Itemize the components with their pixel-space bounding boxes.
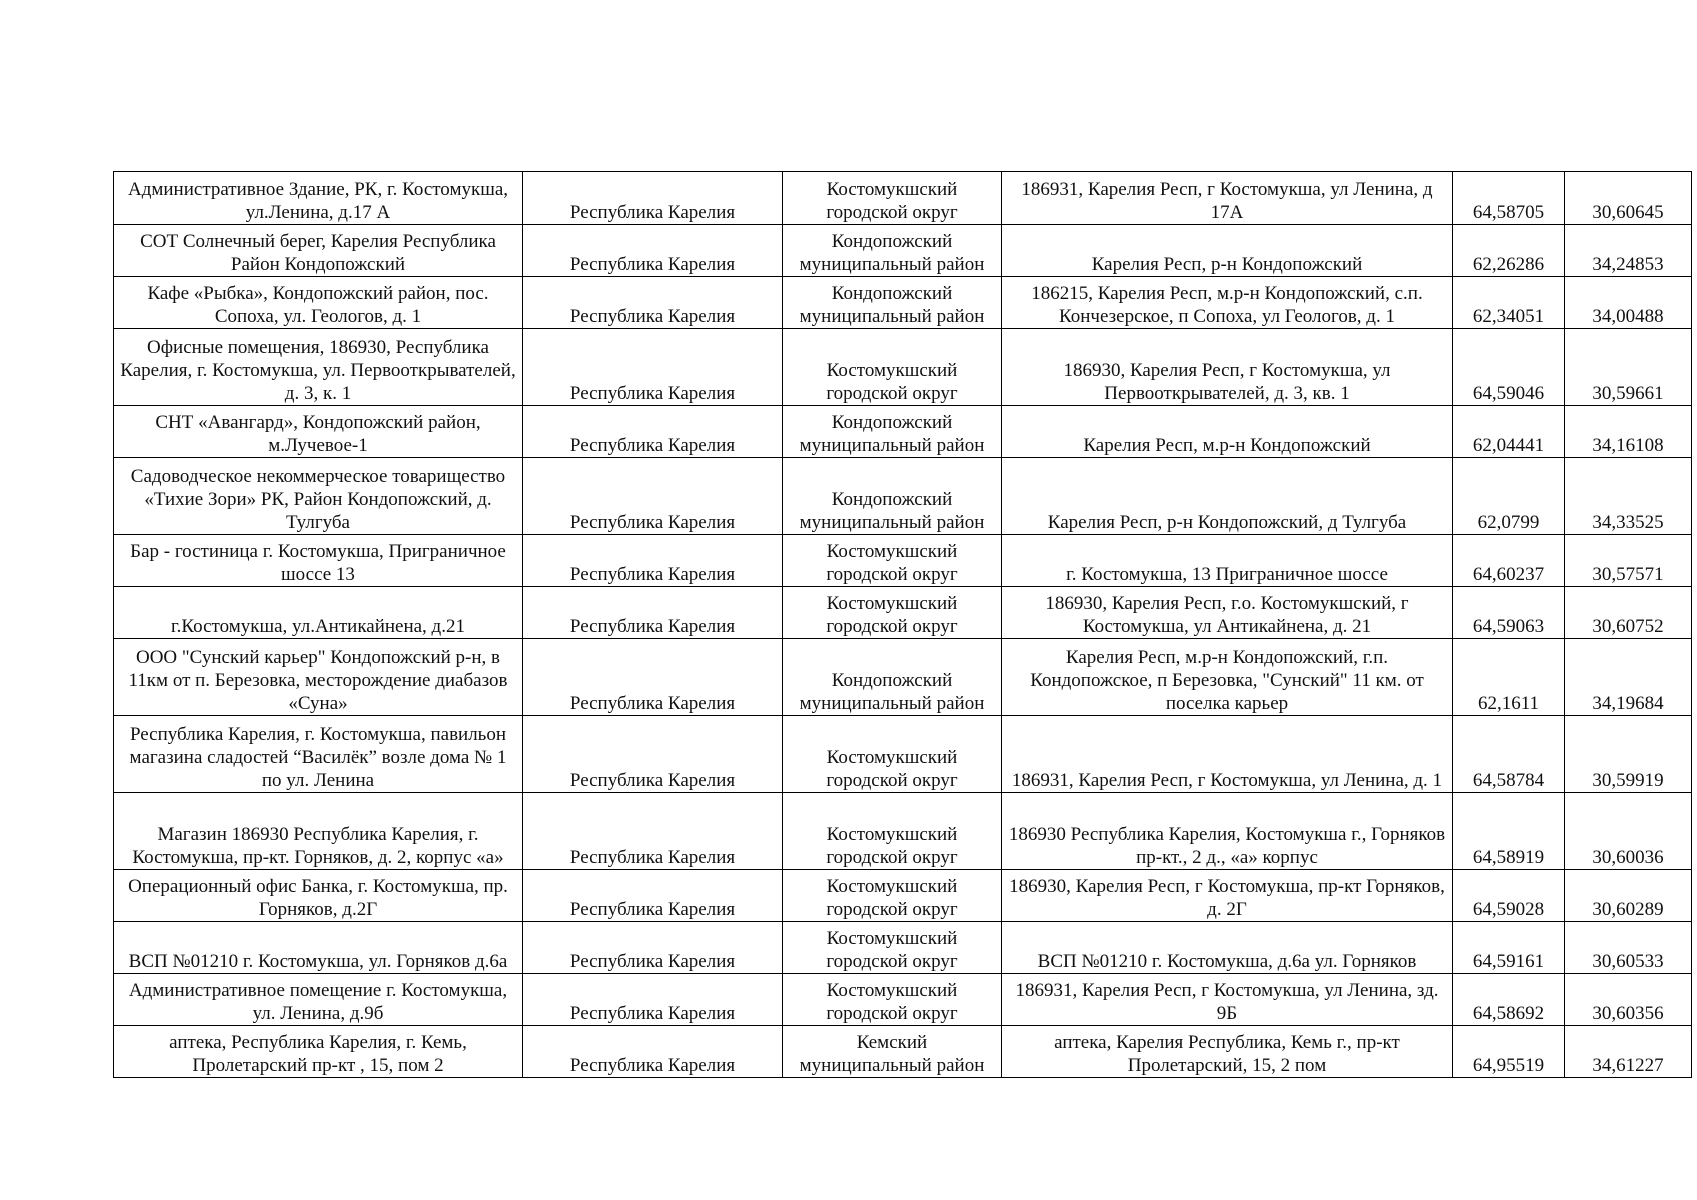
latitude-cell: 64,58692 [1453, 974, 1565, 1026]
table-row [114, 870, 1692, 922]
table-row [114, 329, 1692, 406]
district-cell: Кондопожский муниципальный район [783, 458, 1002, 535]
longitude-cell: 30,60289 [1565, 870, 1692, 922]
locations-table [113, 171, 1692, 1078]
object-name-cell: Республика Карелия, г. Костомукша, павильон магазина сладостей “Василёк” возле дома № 1 по ул. Ленина [114, 716, 523, 793]
latitude-cell: 62,04441 [1453, 406, 1565, 458]
longitude-cell: 30,60356 [1565, 974, 1692, 1026]
object-name-cell: ВСП №01210 г. Костомукша, ул. Горняков д.6а [114, 922, 523, 974]
district-cell: Костомукшский городской округ [783, 535, 1002, 587]
region-cell: Республика Карелия [523, 458, 783, 535]
latitude-cell: 64,59161 [1453, 922, 1565, 974]
longitude-cell: 34,33525 [1565, 458, 1692, 535]
longitude-cell: 34,19684 [1565, 639, 1692, 716]
latitude-cell: 64,60237 [1453, 535, 1565, 587]
address-cell: 186930, Карелия Респ, г Костомукша, ул Первооткрывателей, д. 3, кв. 1 [1002, 329, 1453, 406]
table-row [114, 225, 1692, 277]
table-row [114, 172, 1692, 225]
district-cell: Костомукшский городской округ [783, 587, 1002, 639]
object-name-cell: Магазин 186930 Республика Карелия, г. Костомукша, пр-кт. Горняков, д. 2, корпус «а» [114, 793, 523, 870]
address-cell: 186215, Карелия Респ, м.р-н Кондопожский, с.п. Кончезерское, п Сопоха, ул Геологов, д. 1 [1002, 277, 1453, 329]
table-row [114, 458, 1692, 535]
region-cell: Республика Карелия [523, 922, 783, 974]
region-cell: Республика Карелия [523, 716, 783, 793]
region-cell: Республика Карелия [523, 406, 783, 458]
address-cell: Карелия Респ, м.р-н Кондопожский, г.п. Кондопожское, п Березовка, "Сунский" 11 км. от поселка карьер [1002, 639, 1453, 716]
table-row [114, 406, 1692, 458]
district-cell: Костомукшский городской округ [783, 172, 1002, 225]
latitude-cell: 64,59028 [1453, 870, 1565, 922]
table-row [114, 639, 1692, 716]
longitude-cell: 30,59919 [1565, 716, 1692, 793]
address-cell: 186931, Карелия Респ, г Костомукша, ул Ленина, д 17А [1002, 172, 1453, 225]
longitude-cell: 30,57571 [1565, 535, 1692, 587]
longitude-cell: 30,60533 [1565, 922, 1692, 974]
district-cell: Кондопожский муниципальный район [783, 639, 1002, 716]
longitude-cell: 30,60752 [1565, 587, 1692, 639]
object-name-cell: СНТ «Авангард», Кондопожский район, м.Лучевое-1 [114, 406, 523, 458]
region-cell: Республика Карелия [523, 277, 783, 329]
table-row [114, 974, 1692, 1026]
address-cell: Карелия Респ, м.р-н Кондопожский [1002, 406, 1453, 458]
region-cell: Республика Карелия [523, 639, 783, 716]
region-cell: Республика Карелия [523, 225, 783, 277]
latitude-cell: 64,58705 [1453, 172, 1565, 225]
latitude-cell: 64,59046 [1453, 329, 1565, 406]
object-name-cell: аптека, Республика Карелия, г. Кемь, Пролетарский пр-кт , 15, пом 2 [114, 1026, 523, 1078]
table-row [114, 716, 1692, 793]
object-name-cell: Операционный офис Банка, г. Костомукша, пр. Горняков, д.2Г [114, 870, 523, 922]
region-cell: Республика Карелия [523, 587, 783, 639]
object-name-cell: Административное помещение г. Костомукша, ул. Ленина, д.9б [114, 974, 523, 1026]
district-cell: Кондопожский муниципальный район [783, 406, 1002, 458]
object-name-cell: Административное Здание, РК, г. Костомукша, ул.Ленина, д.17 А [114, 172, 523, 225]
object-name-cell: Бар - гостиница г. Костомукша, Приграничное шоссе 13 [114, 535, 523, 587]
district-cell: Костомукшский городской округ [783, 716, 1002, 793]
address-cell: аптека, Карелия Республика, Кемь г., пр-кт Пролетарский, 15, 2 пом [1002, 1026, 1453, 1078]
object-name-cell: ООО "Сунский карьер" Кондопожский р-н, в 11км от п. Березовка, месторождение диабазов «Суна» [114, 639, 523, 716]
address-cell: Карелия Респ, р-н Кондопожский [1002, 225, 1453, 277]
table-row [114, 1026, 1692, 1078]
latitude-cell: 62,34051 [1453, 277, 1565, 329]
latitude-cell: 64,59063 [1453, 587, 1565, 639]
district-cell: Костомукшский городской округ [783, 329, 1002, 406]
address-cell: 186930 Республика Карелия, Костомукша г., Горняков пр-кт., 2 д., «а» корпус [1002, 793, 1453, 870]
region-cell: Республика Карелия [523, 793, 783, 870]
longitude-cell: 30,60645 [1565, 172, 1692, 225]
region-cell: Республика Карелия [523, 172, 783, 225]
latitude-cell: 64,58919 [1453, 793, 1565, 870]
object-name-cell: Офисные помещения, 186930, Республика Карелия, г. Костомукша, ул. Первооткрывателей, д. 3, к. 1 [114, 329, 523, 406]
address-cell: 186930, Карелия Респ, г Костомукша, пр-кт Горняков, д. 2Г [1002, 870, 1453, 922]
district-cell: Костомукшский городской округ [783, 870, 1002, 922]
latitude-cell: 64,95519 [1453, 1026, 1565, 1078]
table-body [114, 172, 1692, 1078]
district-cell: Кемский муниципальный район [783, 1026, 1002, 1078]
region-cell: Республика Карелия [523, 974, 783, 1026]
object-name-cell: Садоводческое некоммерческое товарищество «Тихие Зори» РК, Район Кондопожский, д. Тулгуба [114, 458, 523, 535]
district-cell: Костомукшский городской округ [783, 974, 1002, 1026]
longitude-cell: 30,60036 [1565, 793, 1692, 870]
object-name-cell: г.Костомукша, ул.Антикайнена, д.21 [114, 587, 523, 639]
region-cell: Республика Карелия [523, 535, 783, 587]
latitude-cell: 62,0799 [1453, 458, 1565, 535]
table-row [114, 922, 1692, 974]
district-cell: Кондопожский муниципальный район [783, 277, 1002, 329]
longitude-cell: 34,00488 [1565, 277, 1692, 329]
latitude-cell: 64,58784 [1453, 716, 1565, 793]
object-name-cell: СОТ Солнечный берег, Карелия Республика Район Кондопожский [114, 225, 523, 277]
address-cell: 186930, Карелия Респ, г.о. Костомукшский, г Костомукша, ул Антикайнена, д. 21 [1002, 587, 1453, 639]
address-cell: ВСП №01210 г. Костомукша, д.6а ул. Горняков [1002, 922, 1453, 974]
longitude-cell: 34,24853 [1565, 225, 1692, 277]
address-cell: 186931, Карелия Респ, г Костомукша, ул Ленина, д. 1 [1002, 716, 1453, 793]
table-row [114, 587, 1692, 639]
district-cell: Кондопожский муниципальный район [783, 225, 1002, 277]
table-row [114, 277, 1692, 329]
longitude-cell: 30,59661 [1565, 329, 1692, 406]
district-cell: Костомукшский городской округ [783, 922, 1002, 974]
latitude-cell: 62,1611 [1453, 639, 1565, 716]
region-cell: Республика Карелия [523, 870, 783, 922]
region-cell: Республика Карелия [523, 329, 783, 406]
longitude-cell: 34,16108 [1565, 406, 1692, 458]
longitude-cell: 34,61227 [1565, 1026, 1692, 1078]
district-cell: Костомукшский городской округ [783, 793, 1002, 870]
address-cell: Карелия Респ, р-н Кондопожский, д Тулгуба [1002, 458, 1453, 535]
address-cell: г. Костомукша, 13 Приграничное шоссе [1002, 535, 1453, 587]
address-cell: 186931, Карелия Респ, г Костомукша, ул Ленина, зд. 9Б [1002, 974, 1453, 1026]
table-row [114, 793, 1692, 870]
table-row [114, 535, 1692, 587]
object-name-cell: Кафе «Рыбка», Кондопожский район, пос. Сопоха, ул. Геологов, д. 1 [114, 277, 523, 329]
latitude-cell: 62,26286 [1453, 225, 1565, 277]
region-cell: Республика Карелия [523, 1026, 783, 1078]
